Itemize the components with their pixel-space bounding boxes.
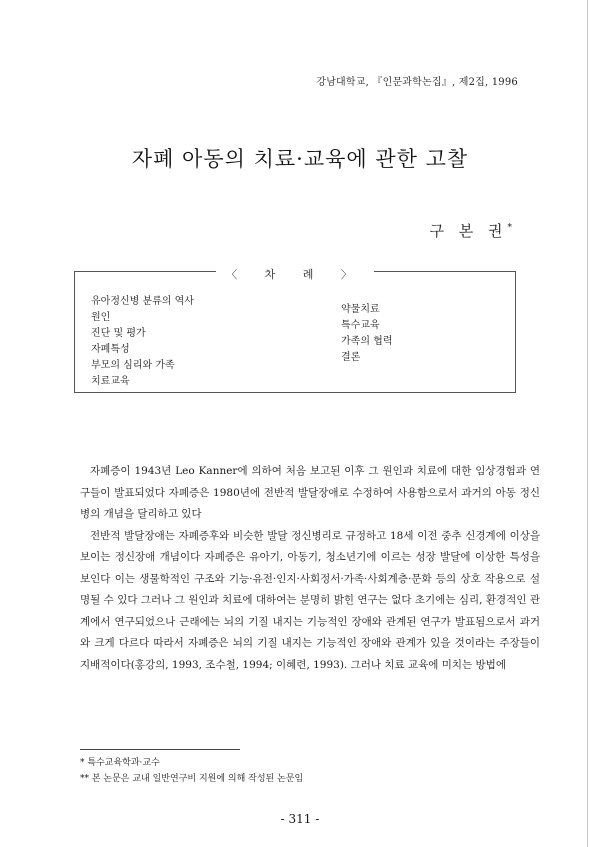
- toc-item: 부모의 심리와 가족: [91, 360, 175, 371]
- table-of-contents: [74, 268, 516, 393]
- toc-title-wrap: [75, 263, 515, 282]
- paragraph-2: 전반적 발달장애는 자폐증후와 비슷한 발달 정신병리로 규정하고 18세 이전 중추 신경계에 이상을 보이는 정신장애 개념이다 자폐증은 유아기, 아동기, 청소년기에 이르는 성장 발달에 이상한 특성을 보인다 이는 생물학적인 구조와 기능·유전·인지·사회정서·가족·사회계층·문화 등의 상호 작용으로 설명될 수 있다 그러나 그 원인과 치료에 대하여는 분명히 밝힌 연구는 없다 초기에는 심리, 환경적인 관계에서 연구되었으나 근래에는 뇌의 기질 내지는 기능적인 장애와 관계된 연구가 발표됨으로서 과거와 크게 다르다 따라서 자폐증은 뇌의 기질 내지는 기능적인 장애와 관계가 있을 것이라는 주장들이 지배적이다(홍강의, 1993, 조수철, 1994; 이혜련, 1993). 그러나 치료 교육에 미치는 방법에: [80, 529, 540, 671]
- toc-right-column: [341, 302, 392, 366]
- toc-item: 특수교육: [341, 320, 380, 331]
- footnotes: [80, 755, 303, 787]
- toc-item: 치료교육: [91, 376, 130, 387]
- toc-item: 가족의 협력: [341, 336, 393, 347]
- journal-header: 강남대학교, 『인문과학논집』, 제2집, 1996: [316, 77, 518, 88]
- paragraph-1: 자폐증이 1943년 Leo Kanner에 의하여 처음 보고된 이후 그 원인과 치료에 대한 임상경험과 연구들이 발표되었다 자폐증은 1980년에 전반적 발달장애로 수정하여 사용함으로서 과거의 아동 정신병의 개념을 달리하고 있다: [80, 465, 540, 520]
- scan-edge-line: [587, 0, 588, 847]
- footnote-2: ** 본 논문은 교내 일반연구비 지원에 의해 작성된 논문임: [80, 774, 304, 784]
- page-number: - 311 -: [280, 812, 320, 826]
- toc-item: 약물치료: [341, 304, 380, 315]
- body-text: [80, 461, 540, 676]
- toc-item: 결론: [341, 352, 361, 363]
- toc-title: 〈 차 례 〉: [216, 268, 374, 281]
- paper-title: 자폐 아동의 치료·교육에 관한 고찰: [131, 147, 469, 171]
- toc-item: 진단 및 평가: [91, 328, 146, 339]
- footnote-1: * 특수교육학과·교수: [80, 758, 160, 768]
- footnote-rule: [80, 749, 240, 750]
- author-name: 구 본 권: [429, 222, 508, 240]
- toc-item: 자폐특성: [91, 344, 130, 355]
- toc-left-column: [91, 294, 194, 390]
- toc-title-text: 차 례: [264, 268, 326, 281]
- author-footnote-mark: *: [507, 223, 512, 233]
- toc-item: 원인: [91, 312, 111, 323]
- author: [429, 220, 512, 241]
- toc-item: 유아정신병 분류의 역사: [91, 296, 194, 307]
